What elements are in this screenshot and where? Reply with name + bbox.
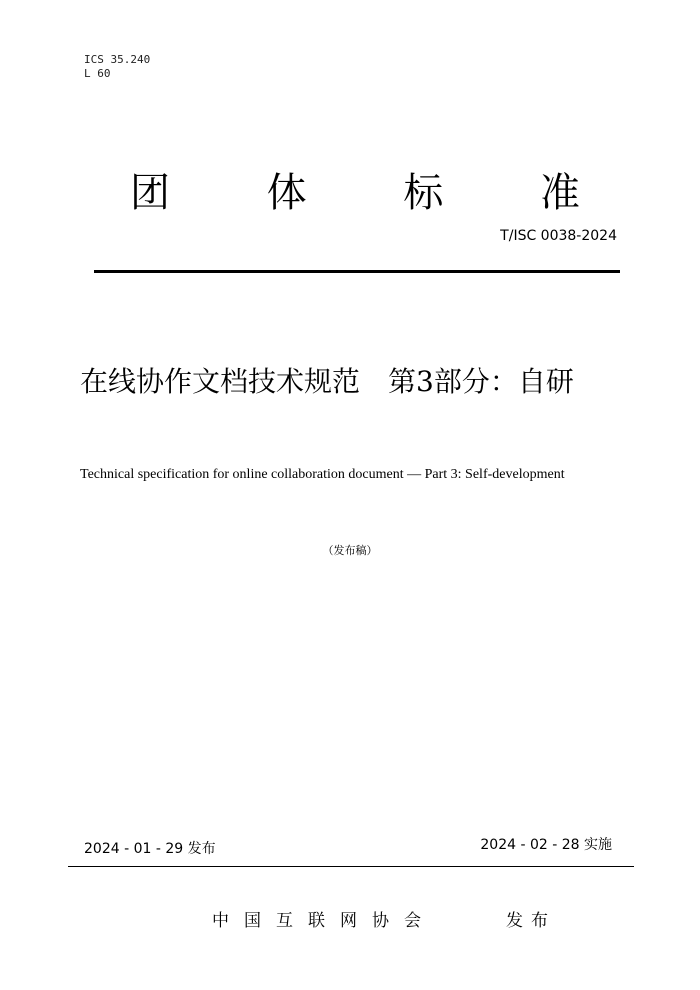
implement-date: 2024 - 02 - 28 实施 xyxy=(480,837,612,853)
title-char-4: 准 xyxy=(539,170,580,216)
title-char-2: 体 xyxy=(266,170,307,216)
english-title: Technical specification for online collaboration document — Part 3: Self-development xyxy=(80,467,565,482)
document-type-title xyxy=(94,168,616,218)
ccs-code: L 60 xyxy=(84,67,111,80)
title-char-1: 团 xyxy=(130,170,170,216)
publish-date: 2024 - 01 - 29 发布 xyxy=(84,841,216,857)
publisher-name: 中国互联网协会 xyxy=(212,911,436,931)
standard-number: T/ISC 0038-2024 xyxy=(500,228,617,244)
draft-status: （发布稿） xyxy=(322,544,378,557)
ics-code: ICS 35.240 xyxy=(84,53,151,66)
footer-divider xyxy=(68,866,634,867)
chinese-title: 在线协作文档技术规范 第3部分：自研 xyxy=(80,365,574,398)
title-char-3: 标 xyxy=(403,170,444,216)
classification-codes xyxy=(84,53,150,81)
header-divider xyxy=(94,270,620,273)
publish-label: 发布 xyxy=(506,911,556,931)
